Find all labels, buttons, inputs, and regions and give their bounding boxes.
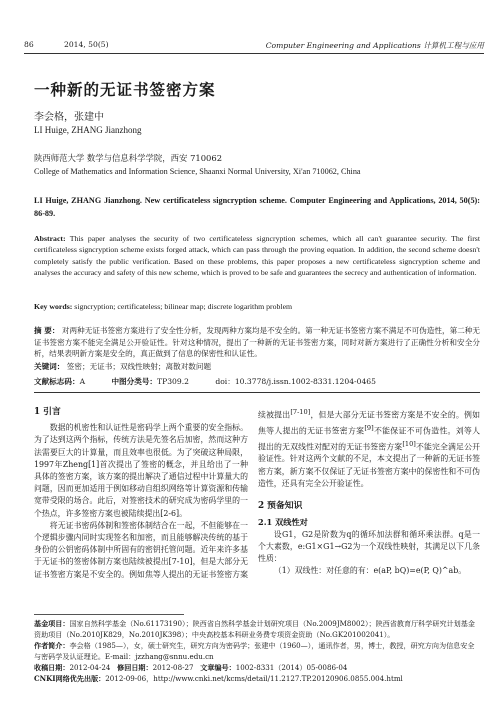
abstract-cn	[34, 325, 480, 360]
doc-code-label: 文献标志码：	[34, 377, 80, 386]
column-left	[34, 406, 248, 580]
bio-note	[34, 640, 480, 662]
online-label: CNKI网络优先出版：	[34, 674, 106, 683]
dates-note	[34, 662, 480, 673]
doc-code	[34, 377, 97, 386]
volume-info: 2014, 50(5)	[64, 40, 109, 49]
paper-title: 一种新的无证书签密方案	[34, 80, 216, 99]
keywords-en-text: signcryption; certificateless; bilinear map; discrete logarithm problem	[74, 302, 293, 311]
clc-code-value: TP309.2	[157, 377, 189, 386]
citation-en: LI Huige, ZHANG Jianzhong. New certificateless signcryption scheme. Computer Engineering and Applications, 2014, 50(5): 86-89.	[34, 196, 480, 218]
section-1-paragraph-1: 数据的机密性和认证性是密码学上两个重要的安全指标。为了达到这两个指标，传统方法是先签名后加密，然而这种方法需要巨大的计算量，而且效率也很低。为了突破这种局限，1997年Zheng[1]首次提出了签密的概念，并且给出了一种具体的签密方案，该方案的提出解决了通信过程中计算量大的问题，因而更加适用于例如移动自组织网络等计算资源和传输宽带受限的场合。此后，对签密技术的研究成为密码学里的一个热点，许多签密方案也被陆续提出[2-6]。	[34, 423, 248, 518]
modified-date: 2012-08-27	[152, 663, 194, 672]
bio-text: 李会格（1985—），女，硕士研究生，研究方向为密码学；张建中（1960—），通讯作者，男，博士，教授，研究方向为信息安全与密码学及认证理论。E-mail：jzzhang@snnu.edu.cn	[34, 641, 475, 661]
keywords-cn-text: 签密；无证书；双线性映射；离散对数问题	[66, 362, 212, 371]
online-text: 2012-09-06，http://www.cnki.net/kcms/detail/11.2127.TP.20120906.0855.004.html	[105, 674, 403, 683]
footnotes	[34, 618, 480, 684]
abstract-en	[34, 233, 480, 278]
section-2-1-heading: 2.1 双线性对	[258, 517, 308, 528]
column-right	[258, 406, 480, 577]
authors-en: LI Huige, ZHANG Jianzhong	[34, 125, 142, 135]
keywords-en	[34, 302, 480, 311]
journal-name: Computer Engineering and Applications 计算机工程与应用	[265, 41, 484, 50]
keywords-cn-label: 关键词：	[34, 362, 65, 371]
section-2-paragraph-1: 设G1，G2是阶数为q的循环加法群和循环乘法群。q是一个大素数，e:G1×G1→G2为一个双线性映射，其满足以下几条性质：	[258, 529, 480, 563]
abstract-en-text: This paper analyses the security of two certificateless signcryption schemes, which all can't guarantee security. The first certificateless signcryption scheme exists forged attack, which can pass through the proving equation. In addition, the second scheme doesn't completely satisfy the public verification. Based on these problems, this paper proposes a new certificateless signcryption scheme and analyses the accuracy and safety of this new scheme, which is proved to be safe and guarantees the secrecy and authentication of information.	[34, 234, 481, 277]
bio-label: 作者简介：	[34, 641, 70, 650]
section-2-heading: 2 预备知识	[258, 501, 303, 512]
keywords-en-label: Key words:	[34, 302, 73, 311]
footnote-rule	[34, 614, 184, 615]
abstract-cn-text: 对两种无证书签密方案进行了安全性分析，发现两种方案均是不安全的。第一种无证书签密方案不满足不可伪造性，第二种无证书签密方案不能完全满足公开验证性。针对这种情况，提出了一种新的无证书签密方案，同时对新方案进行了正确性分析和安全分析，结果表明新方案是安全的，真正做到了信息的保密性和认证性。	[34, 326, 480, 359]
affiliation-en: College of Mathematics and Information Science, Shaanxi Normal University, Xi'an 710062, China	[34, 167, 361, 176]
fund-note	[34, 618, 480, 640]
abstract-cn-label: 摘 要：	[34, 326, 60, 335]
affiliation-cn: 陕西师范大学 数学与信息科学学院，西安 710062	[34, 153, 223, 163]
identifiers	[34, 376, 480, 387]
abstract-rule	[34, 392, 480, 393]
clc-code-label: 中图分类号：	[111, 377, 158, 386]
received-date: 2012-04-24	[69, 663, 111, 672]
fund-text: 国家自然科学基金（No.61173190）；陕西省自然科学基金计划研究项目（No.2009JM8002）；陕西省教育厅科学研究计划基金资助项目（No.2010JK829，No.2010JK398）；中央高校基本科研业务费专项资金资助（No.GK201002041）。	[34, 619, 475, 639]
modified-label: 修回日期：	[117, 663, 153, 672]
section-1-paragraph-2: 将无证书密码体制和签密体制结合在一起，不但能够在一个逻辑步骤内同时实现签名和加密，而且能够解决传统的基于身份的公钥密码体制中所固有的密钥托管问题。近年来许多基于无证书的签密体制方案也陆续被提出[7-10]，但是大部分无证书签密方案是不安全的。例如焦等人提出的无证书签密方案	[34, 520, 248, 579]
section-1-continued: 续被提出[7-10]，但是大部分无证书签密方案是不安全的。例如焦等人提出的无证书签密方案[9]不能保证不可伪造性。刘等人提出的无双线性对配对的无证书签密方案[10]不能完全满足公开验证性。针对这两个文献的不足，本文提出了一种新的无证书签密方案，新方案不仅保证了无证书签密方案中的保密性和不可伪造性，还具有完全公开验证性。	[258, 408, 480, 488]
article-number: 1002-8331（2014）05-0086-04	[235, 663, 348, 672]
online-note	[34, 673, 480, 684]
fund-label: 基金项目：	[34, 619, 70, 628]
authors-cn: 李会格，张建中	[34, 112, 104, 123]
running-header	[24, 40, 484, 52]
page-number: 86	[24, 40, 34, 49]
header-rule	[24, 53, 484, 54]
keywords-cn	[34, 361, 211, 372]
doi: doi：10.3778/j.issn.1002-8331.1204-0465	[215, 377, 376, 386]
article-number-label: 文章编号：	[200, 663, 236, 672]
section-1-heading: 1 引言	[34, 407, 61, 417]
received-label: 收稿日期：	[34, 663, 70, 672]
abstract-en-label: Abstract:	[34, 234, 66, 243]
clc-code	[111, 377, 200, 386]
section-2-paragraph-2: （1）双线性：对任意的有：e(aP, bQ)=e(P, Q)^ab。	[273, 566, 467, 576]
doc-code-value: A	[79, 377, 86, 386]
